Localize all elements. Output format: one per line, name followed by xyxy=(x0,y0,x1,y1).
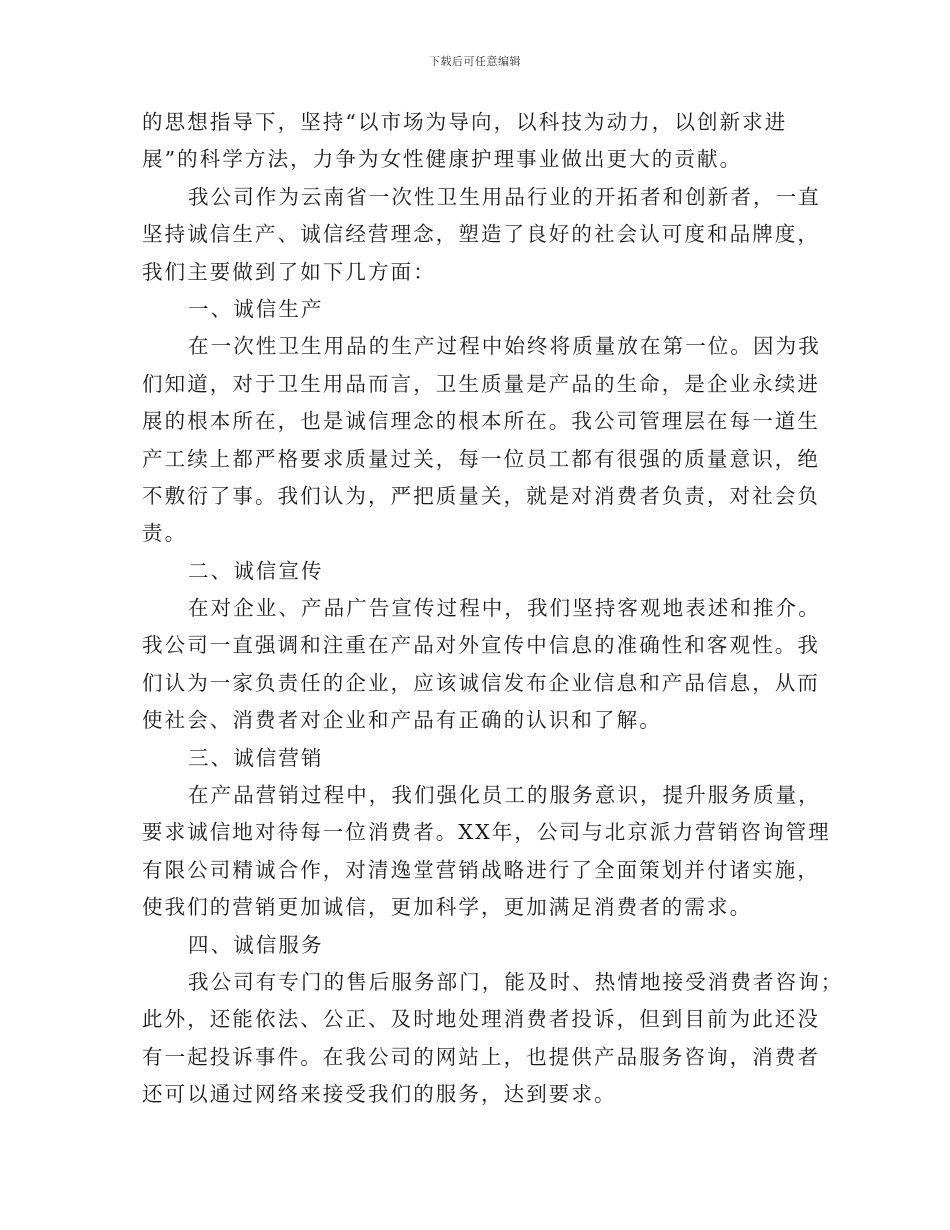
text-line: 还可以通过网络来接受我们的服务，达到要求。 xyxy=(142,1082,617,1107)
text-line: 我公司一直强调和注重在产品对外宣传中信息的准确性和客观性。我 xyxy=(142,633,820,658)
page-header: 下载后可任意编辑 xyxy=(429,55,521,68)
text-line: 我们主要做到了如下几方面： xyxy=(142,259,436,284)
text-line: 在一次性卫生用品的生产过程中始终将质量放在第一位。因为我 xyxy=(188,334,821,359)
text-line: 不敷衍了事。我们认为，严把质量关，就是对消费者负责，对社会负 xyxy=(142,483,820,508)
text-line: 我公司有专门的售后服务部门，能及时、热情地接受消费者咨询； xyxy=(188,969,844,994)
text-line: 展”的科学方法，力争为女性健康护理事业做出更大的贡献。 xyxy=(142,147,743,172)
section-heading: 二、诚信宣传 xyxy=(188,558,324,583)
text-line: 使社会、消费者对企业和产品有正确的认识和了解。 xyxy=(142,708,662,733)
text-line: 们知道，对于卫生用品而言，卫生质量是产品的生命，是企业永续进 xyxy=(142,371,820,396)
text-line: 此外，还能依法、公正、及时地处理消费者投诉，但到目前为此还没 xyxy=(142,1007,820,1032)
section-heading: 一、诚信生产 xyxy=(188,296,324,321)
text-line: 责。 xyxy=(142,521,188,546)
text-line: 有限公司精诚合作，对清逸堂营销战略进行了全面策划并付诸实施， xyxy=(142,857,820,882)
text-line: 们认为一家负责任的企业，应该诚信发布企业信息和产品信息，从而 xyxy=(142,670,820,695)
section-heading: 三、诚信营销 xyxy=(188,745,324,770)
text-line: 我公司作为云南省一次性卫生用品行业的开拓者和创新者，一直 xyxy=(188,184,821,209)
text-line: 产工续上都严格要求质量过关，每一位员工都有很强的质量意识，绝 xyxy=(142,446,820,471)
text-line: 有一起投诉事件。在我公司的网站上，也提供产品服务咨询，消费者 xyxy=(142,1044,820,1069)
section-heading: 四、诚信服务 xyxy=(188,932,324,957)
text-line: 在对企业、产品广告宣传过程中，我们坚持客观地表述和推介。 xyxy=(188,596,821,621)
text-line: 展的根本所在，也是诚信理念的根本所在。我公司管理层在每一道生 xyxy=(142,409,820,434)
text-line: 在产品营销过程中，我们强化员工的服务意识，提升服务质量， xyxy=(188,783,821,808)
text-line: 要求诚信地对待每一位消费者。XX年，公司与北京派力营销咨询管理 xyxy=(142,820,831,845)
text-line: 使我们的营销更加诚信，更加科学，更加满足消费者的需求。 xyxy=(142,895,753,920)
document-body xyxy=(142,104,844,1114)
text-line: 坚持诚信生产、诚信经营理念，塑造了良好的社会认可度和品牌度， xyxy=(142,222,820,247)
text-line: 的思想指导下，坚持“以市场为导向，以科技为动力，以创新求进 xyxy=(142,110,788,134)
